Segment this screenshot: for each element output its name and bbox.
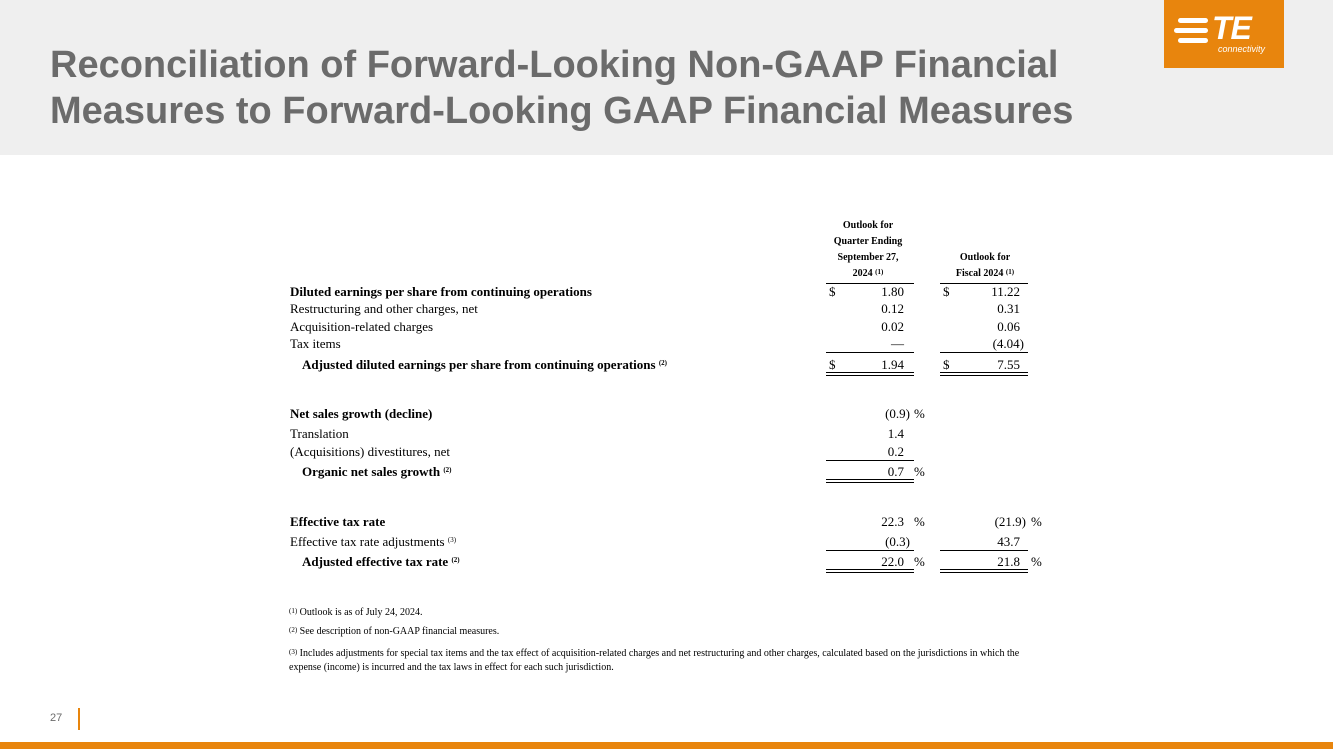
quarter-year: 2024 xyxy=(852,268,873,279)
fiscal-header xyxy=(935,251,1035,281)
subtotal-rule xyxy=(826,460,914,461)
quarter-value: 1.80 xyxy=(881,284,904,299)
quarter-value: 0.7 xyxy=(887,464,904,479)
row-label xyxy=(302,464,451,480)
row-label xyxy=(302,554,460,570)
total-double-rule xyxy=(826,479,914,483)
page-number-divider xyxy=(78,708,80,730)
note-mark: (3) xyxy=(447,536,457,544)
total-double-rule xyxy=(826,372,914,376)
quarter-value: 0.12 xyxy=(881,301,904,316)
quarter-header xyxy=(818,219,918,281)
page-number: 27 xyxy=(50,712,63,724)
note-mark: (2) xyxy=(443,466,452,474)
quarter-value: (0.3) xyxy=(885,534,910,549)
quarter-header-line: Quarter Ending xyxy=(833,236,903,247)
fiscal-year: Fiscal 2024 xyxy=(955,268,1004,279)
percent-sign: % xyxy=(914,406,925,421)
logo-text: TE xyxy=(1212,10,1251,46)
footnote-text: See description of non-GAAP financial measures. xyxy=(299,626,500,637)
total-double-rule xyxy=(826,569,914,573)
quarter-note: (1) xyxy=(875,268,884,276)
currency-symbol: $ xyxy=(943,284,950,299)
quarter-value: 1.4 xyxy=(887,426,904,441)
footnote-mark: (3) xyxy=(289,648,298,656)
row-label: Tax items xyxy=(290,336,341,351)
adjusted-eps-label: Adjusted diluted earnings per share from continuing operations xyxy=(302,357,656,372)
total-double-rule xyxy=(940,372,1028,376)
row-label: Acquisition-related charges xyxy=(290,319,434,334)
footnote xyxy=(289,606,1049,620)
row-label: Translation xyxy=(290,426,349,441)
adjusted-tax-label: Adjusted effective tax rate xyxy=(302,554,449,569)
footnote xyxy=(289,625,1049,639)
subtotal-rule xyxy=(940,352,1028,353)
currency-symbol: $ xyxy=(829,357,836,372)
row-label xyxy=(290,534,456,550)
quarter-header-line: Outlook for xyxy=(842,220,894,231)
quarter-value: 0.2 xyxy=(887,444,904,459)
percent-sign: % xyxy=(914,464,925,479)
quarter-value: 0.02 xyxy=(881,319,904,334)
footer-accent-bar xyxy=(0,742,1333,749)
total-double-rule xyxy=(940,569,1028,573)
row-label: Effective tax rate xyxy=(290,514,386,529)
quarter-value: — xyxy=(891,336,904,351)
fiscal-value: 11.22 xyxy=(991,284,1020,299)
row-label: Net sales growth (decline) xyxy=(290,406,433,421)
subtotal-rule xyxy=(826,352,914,353)
quarter-header-line: September 27, xyxy=(837,252,899,263)
percent-sign: % xyxy=(914,554,925,569)
quarter-value: 22.3 xyxy=(881,514,904,529)
percent-sign: % xyxy=(1031,554,1042,569)
fiscal-value: 43.7 xyxy=(997,534,1020,549)
page-title-line1: Reconciliation of Forward-Looking Non-GAAP Financial xyxy=(50,44,1059,86)
page-title-line2: Measures to Forward-Looking GAAP Financial Measures xyxy=(50,90,1074,132)
adjustments-label: Effective tax rate adjustments xyxy=(290,534,445,549)
footnote-text: Includes adjustments for special tax items and the tax effect of acquisition-related charges and net restructuring and other charges, calculated based on the jurisdictions in which the expense (income) is incurred and the tax laws in effect for each such jurisdiction. xyxy=(289,648,1020,673)
organic-label: Organic net sales growth xyxy=(302,464,441,479)
quarter-value: 22.0 xyxy=(881,554,904,569)
percent-sign: % xyxy=(1031,514,1042,529)
row-label: Restructuring and other charges, net xyxy=(290,301,478,316)
subtotal-rule xyxy=(940,550,1028,551)
fiscal-value: 0.06 xyxy=(997,319,1020,334)
currency-symbol: $ xyxy=(829,284,836,299)
fiscal-value: (4.04) xyxy=(992,336,1024,351)
footnote-mark: (2) xyxy=(289,626,298,634)
row-label: (Acquisitions) divestitures, net xyxy=(290,444,450,459)
row-label xyxy=(302,357,667,373)
currency-symbol: $ xyxy=(943,357,950,372)
note-mark: (2) xyxy=(451,556,460,564)
fiscal-value: 0.31 xyxy=(997,301,1020,316)
logo-subtext: connectivity xyxy=(1218,44,1266,54)
fiscal-value: 7.55 xyxy=(997,357,1020,372)
fiscal-note: (1) xyxy=(1005,268,1015,276)
quarter-header-line xyxy=(818,267,918,281)
fiscal-header-line: Outlook for xyxy=(959,252,1011,263)
fiscal-header-line xyxy=(935,267,1035,281)
fiscal-value: 21.8 xyxy=(997,554,1020,569)
quarter-value: 1.94 xyxy=(881,357,904,372)
quarter-value: (0.9) xyxy=(885,406,910,421)
note-mark: (2) xyxy=(658,359,667,367)
fiscal-value: (21.9) xyxy=(994,514,1026,529)
subtotal-rule xyxy=(826,550,914,551)
row-label: Diluted earnings per share from continuing operations xyxy=(290,284,592,299)
footnote-mark: (1) xyxy=(289,607,298,615)
footnote-text: Outlook is as of July 24, 2024. xyxy=(299,607,423,618)
percent-sign: % xyxy=(914,514,925,529)
footnote xyxy=(289,647,1049,675)
